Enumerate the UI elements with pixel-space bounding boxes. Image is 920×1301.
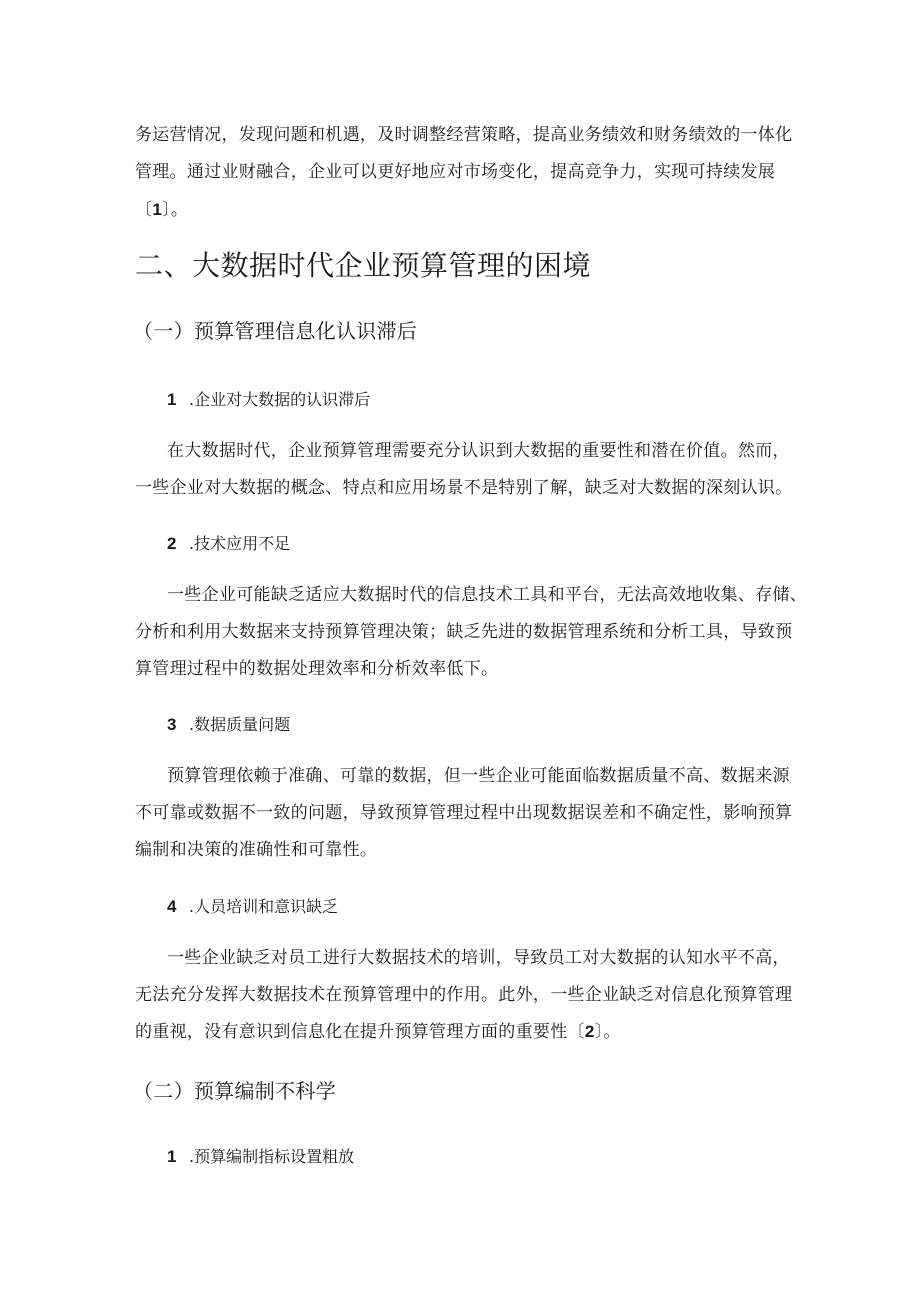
paragraph-line: 一些企业缺乏对员工进行大数据技术的培训，导致员工对大数据的认知水平不高， [167,948,790,968]
item-number: 1 [167,390,177,409]
intro-line-1: 务运营情况，发现问题和机遇，及时调整经营策略，提高业务绩效和财务绩效的一体化 [135,125,793,145]
subsection-heading-2: （二）预算编制不科学 [133,1079,336,1103]
item-title: .数据质量问题 [189,715,291,734]
ref-open: 〔 [135,200,153,220]
citation-2: 2 [584,1022,595,1041]
item-heading-1-4 [167,896,338,918]
paragraph-line: 一些企业对大数据的概念、特点和应用场景不是特别了解，缺乏对大数据的深刻认识。 [135,478,793,498]
paragraph-line: 预算管理依赖于准确、可靠的数据，但一些企业可能面临数据质量不高、数据来源 [167,766,790,786]
item-heading-1-3 [167,714,290,736]
item-heading-1-1 [167,389,370,411]
paragraph-line: 无法充分发挥大数据技术在预算管理中的作用。此外，一些企业缺乏对信息化预算管理 [135,985,793,1005]
item-number: 2 [167,534,177,553]
item-number: 3 [167,715,177,734]
item-heading-2-1 [167,1146,354,1168]
citation-1: 1 [152,200,163,219]
paragraph-line-with-citation [135,1021,621,1043]
item-title: .企业对大数据的认识滞后 [189,390,371,409]
paragraph-line: 分析和利用大数据来支持预算管理决策；缺乏先进的数据管理系统和分析工具，导致预 [135,622,793,642]
section-heading: 二、大数据时代企业预算管理的困境 [135,249,592,282]
item-title: .人员培训和意识缺乏 [189,897,339,916]
item-title: .预算编制指标设置粗放 [189,1147,355,1166]
paragraph-line: 在大数据时代，企业预算管理需要充分认识到大数据的重要性和潜在价值。然而， [167,441,790,461]
ref-open: 〔 [567,1022,585,1042]
item-heading-1-2 [167,533,290,555]
paragraph-line: 算管理过程中的数据处理效率和分析效率低下。 [135,659,499,679]
subsection-heading-1: （一）预算管理信息化认识滞后 [133,319,418,343]
paragraph-text: 的重视，没有意识到信息化在提升预算管理方面的重要性 [135,1022,568,1042]
item-title: .技术应用不足 [189,534,291,553]
item-number: 1 [167,1147,177,1166]
paragraph-line: 编制和决策的准确性和可靠性。 [135,840,378,860]
ref-close: 〕。 [594,1022,621,1042]
item-number: 4 [167,897,177,916]
paragraph-line: 一些企业可能缺乏适应大数据时代的信息技术工具和平台，无法高效地收集、存储、 [167,585,808,605]
ref-close: 〕。 [162,200,189,220]
paragraph-line: 不可靠或数据不一致的问题，导致预算管理过程中出现数据误差和不确定性，影响预算 [135,803,793,823]
intro-line-2: 管理。通过业财融合，企业可以更好地应对市场变化，提高竞争力，实现可持续发展 [135,162,776,182]
intro-line-3 [135,199,188,221]
